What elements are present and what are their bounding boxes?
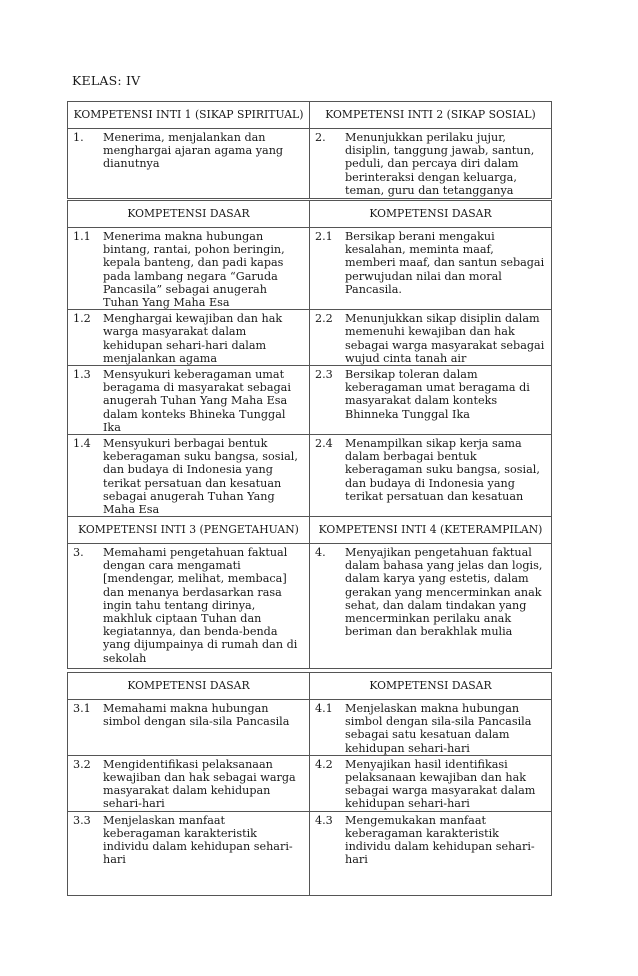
kd-number: 2.4: [315, 437, 333, 451]
kd-number: 4.1: [315, 702, 333, 715]
kd-number: 1.4: [73, 437, 91, 451]
table-row: [68, 700, 552, 756]
kd-text: Menampilkan sikap kerja sama dalam berbagai bentuk keberagaman suku bangsa, sosial, dan budaya di Indonesia yang terikat persatuan dan kesatuan: [345, 437, 540, 503]
ki4-header: KOMPETENSI INTI 4 (KETERAMPILAN): [310, 517, 552, 544]
kd-text: Bersikap toleran dalam keberagaman umat beragama di masyarakat dalam konteks Bhinneka Tunggal Ika: [345, 368, 530, 421]
kd-text: Menjelaskan makna hubungan simbol dengan sila-sila Pancasila sebagai satu kesatuan dalam kehidupan sehari-hari: [345, 702, 532, 755]
ki2-cell: [310, 129, 552, 199]
table-row: [68, 366, 552, 435]
kd-text: Menjelaskan manfaat keberagaman karakteristik individu dalam kehidupan sehari-hari: [103, 813, 293, 867]
kd-number: 2.3: [315, 368, 333, 382]
kd-text: Menyajikan hasil identifikasi pelaksanaan kewajiban dan hak sebagai warga masyarakat dalam kehidupan sehari-hari: [345, 757, 536, 811]
ki2-number: 2.: [315, 131, 326, 144]
kd-number: 3.3: [73, 813, 91, 827]
table-row: [68, 435, 552, 517]
kd-number: 2.2: [315, 312, 333, 326]
kd-header-right: KOMPETENSI DASAR: [310, 673, 552, 700]
kd-number: 3.2: [73, 757, 91, 771]
kd-text: Mengemukakan manfaat keberagaman karakteristik individu dalam kehidupan sehari-hari: [345, 813, 535, 867]
ki3-header: KOMPETENSI INTI 3 (PENGETAHUAN): [68, 517, 310, 544]
kd-text: Bersikap berani mengakui kesalahan, meminta maaf, memberi maaf, dan santun sebagai perwujudan nilai dan moral Pancasila.: [345, 230, 545, 296]
basic-competency-3-4-table: [67, 672, 552, 896]
kd-text: Menghargai kewajiban dan hak warga masyarakat dalam kehidupan sehari-hari dalam menjalankan agama: [103, 312, 283, 365]
kd-header-left: KOMPETENSI DASAR: [68, 673, 310, 700]
ki4-text: Menyajikan pengetahuan faktual dalam bahasa yang jelas dan logis, dalam karya yang estetis, dalam gerakan yang mencerminkan anak sehat, dan dalam tindakan yang mencerminkan perilaku anak beriman dan berakhlak mulia: [345, 546, 543, 639]
kd-text: Menerima makna hubungan bintang, rantai, pohon beringin, kepala banteng, dan padi kapas pada lambang negara “Garuda Pancasila” sebagai anugerah Tuhan Yang Maha Esa: [103, 230, 285, 310]
core-competency-1-2-table: [67, 101, 552, 199]
kd-text: Mensyukuri keberagaman umat beragama di masyarakat sebagai anugerah Tuhan Yang Maha Esa dalam konteks Bhineka Tunggal Ika: [103, 368, 291, 434]
basic-competency-1-2-table: [67, 200, 552, 517]
ki4-number: 4.: [315, 546, 326, 559]
kd-number: 3.1: [73, 702, 91, 715]
ki2-header: KOMPETENSI INTI 2 (SIKAP SOSIAL): [310, 102, 552, 129]
ki1-text: Menerima, menjalankan dan menghargai ajaran agama yang dianutnya: [103, 131, 284, 171]
kd-text: Memahami makna hubungan simbol dengan sila-sila Pancasila: [103, 702, 290, 729]
kd-number: 1.3: [73, 368, 91, 382]
core-competency-3-4-table: [67, 516, 552, 669]
ki1-cell: [68, 129, 310, 199]
ki3-number: 3.: [73, 546, 84, 559]
ki2-text: Menunjukkan perilaku jujur, disiplin, tanggung jawab, santun, peduli, dan percaya diri dalam berinteraksi dengan keluarga, teman, guru dan tetangganya: [345, 131, 535, 197]
kd-number: 4.2: [315, 757, 333, 771]
table-row: [68, 228, 552, 310]
kd-number: 1.2: [73, 312, 91, 326]
kd-header-left: KOMPETENSI DASAR: [68, 201, 310, 228]
table-row: [68, 310, 552, 366]
kd-text: Menunjukkan sikap disiplin dalam memenuhi kewajiban dan hak sebagai warga masyarakat sebagai wujud cinta tanah air: [345, 312, 545, 365]
table-row: [68, 811, 552, 895]
class-label: KELAS: IV: [72, 73, 141, 88]
ki3-text: Memahami pengetahuan faktual dengan cara mengamati [mendengar, melihat, membaca] dan menanya berdasarkan rasa ingin tahu tentang dirinya, makhluk ciptaan Tuhan dan kegiatannya, dan benda-benda yang dijumpainya di rumah dan di sekolah: [103, 546, 298, 665]
ki1-number: 1.: [73, 131, 84, 144]
kd-header-right: KOMPETENSI DASAR: [310, 201, 552, 228]
kd-text: Mensyukuri berbagai bentuk keberagaman suku bangsa, sosial, dan budaya di Indonesia yang terikat persatuan dan kesatuan sebagai anugerah Tuhan Yang Maha Esa: [103, 437, 298, 517]
kd-number: 1.1: [73, 230, 91, 243]
ki4-cell: [310, 544, 552, 669]
ki1-header: KOMPETENSI INTI 1 (SIKAP SPIRITUAL): [68, 102, 310, 129]
table-row: [68, 755, 552, 811]
kd-number: 2.1: [315, 230, 333, 243]
kd-number: 4.3: [315, 813, 333, 827]
kd-text: Mengidentifikasi pelaksanaan kewajiban dan hak sebagai warga masyarakat dalam kehidupan sehari-hari: [103, 757, 296, 811]
ki3-cell: [68, 544, 310, 669]
